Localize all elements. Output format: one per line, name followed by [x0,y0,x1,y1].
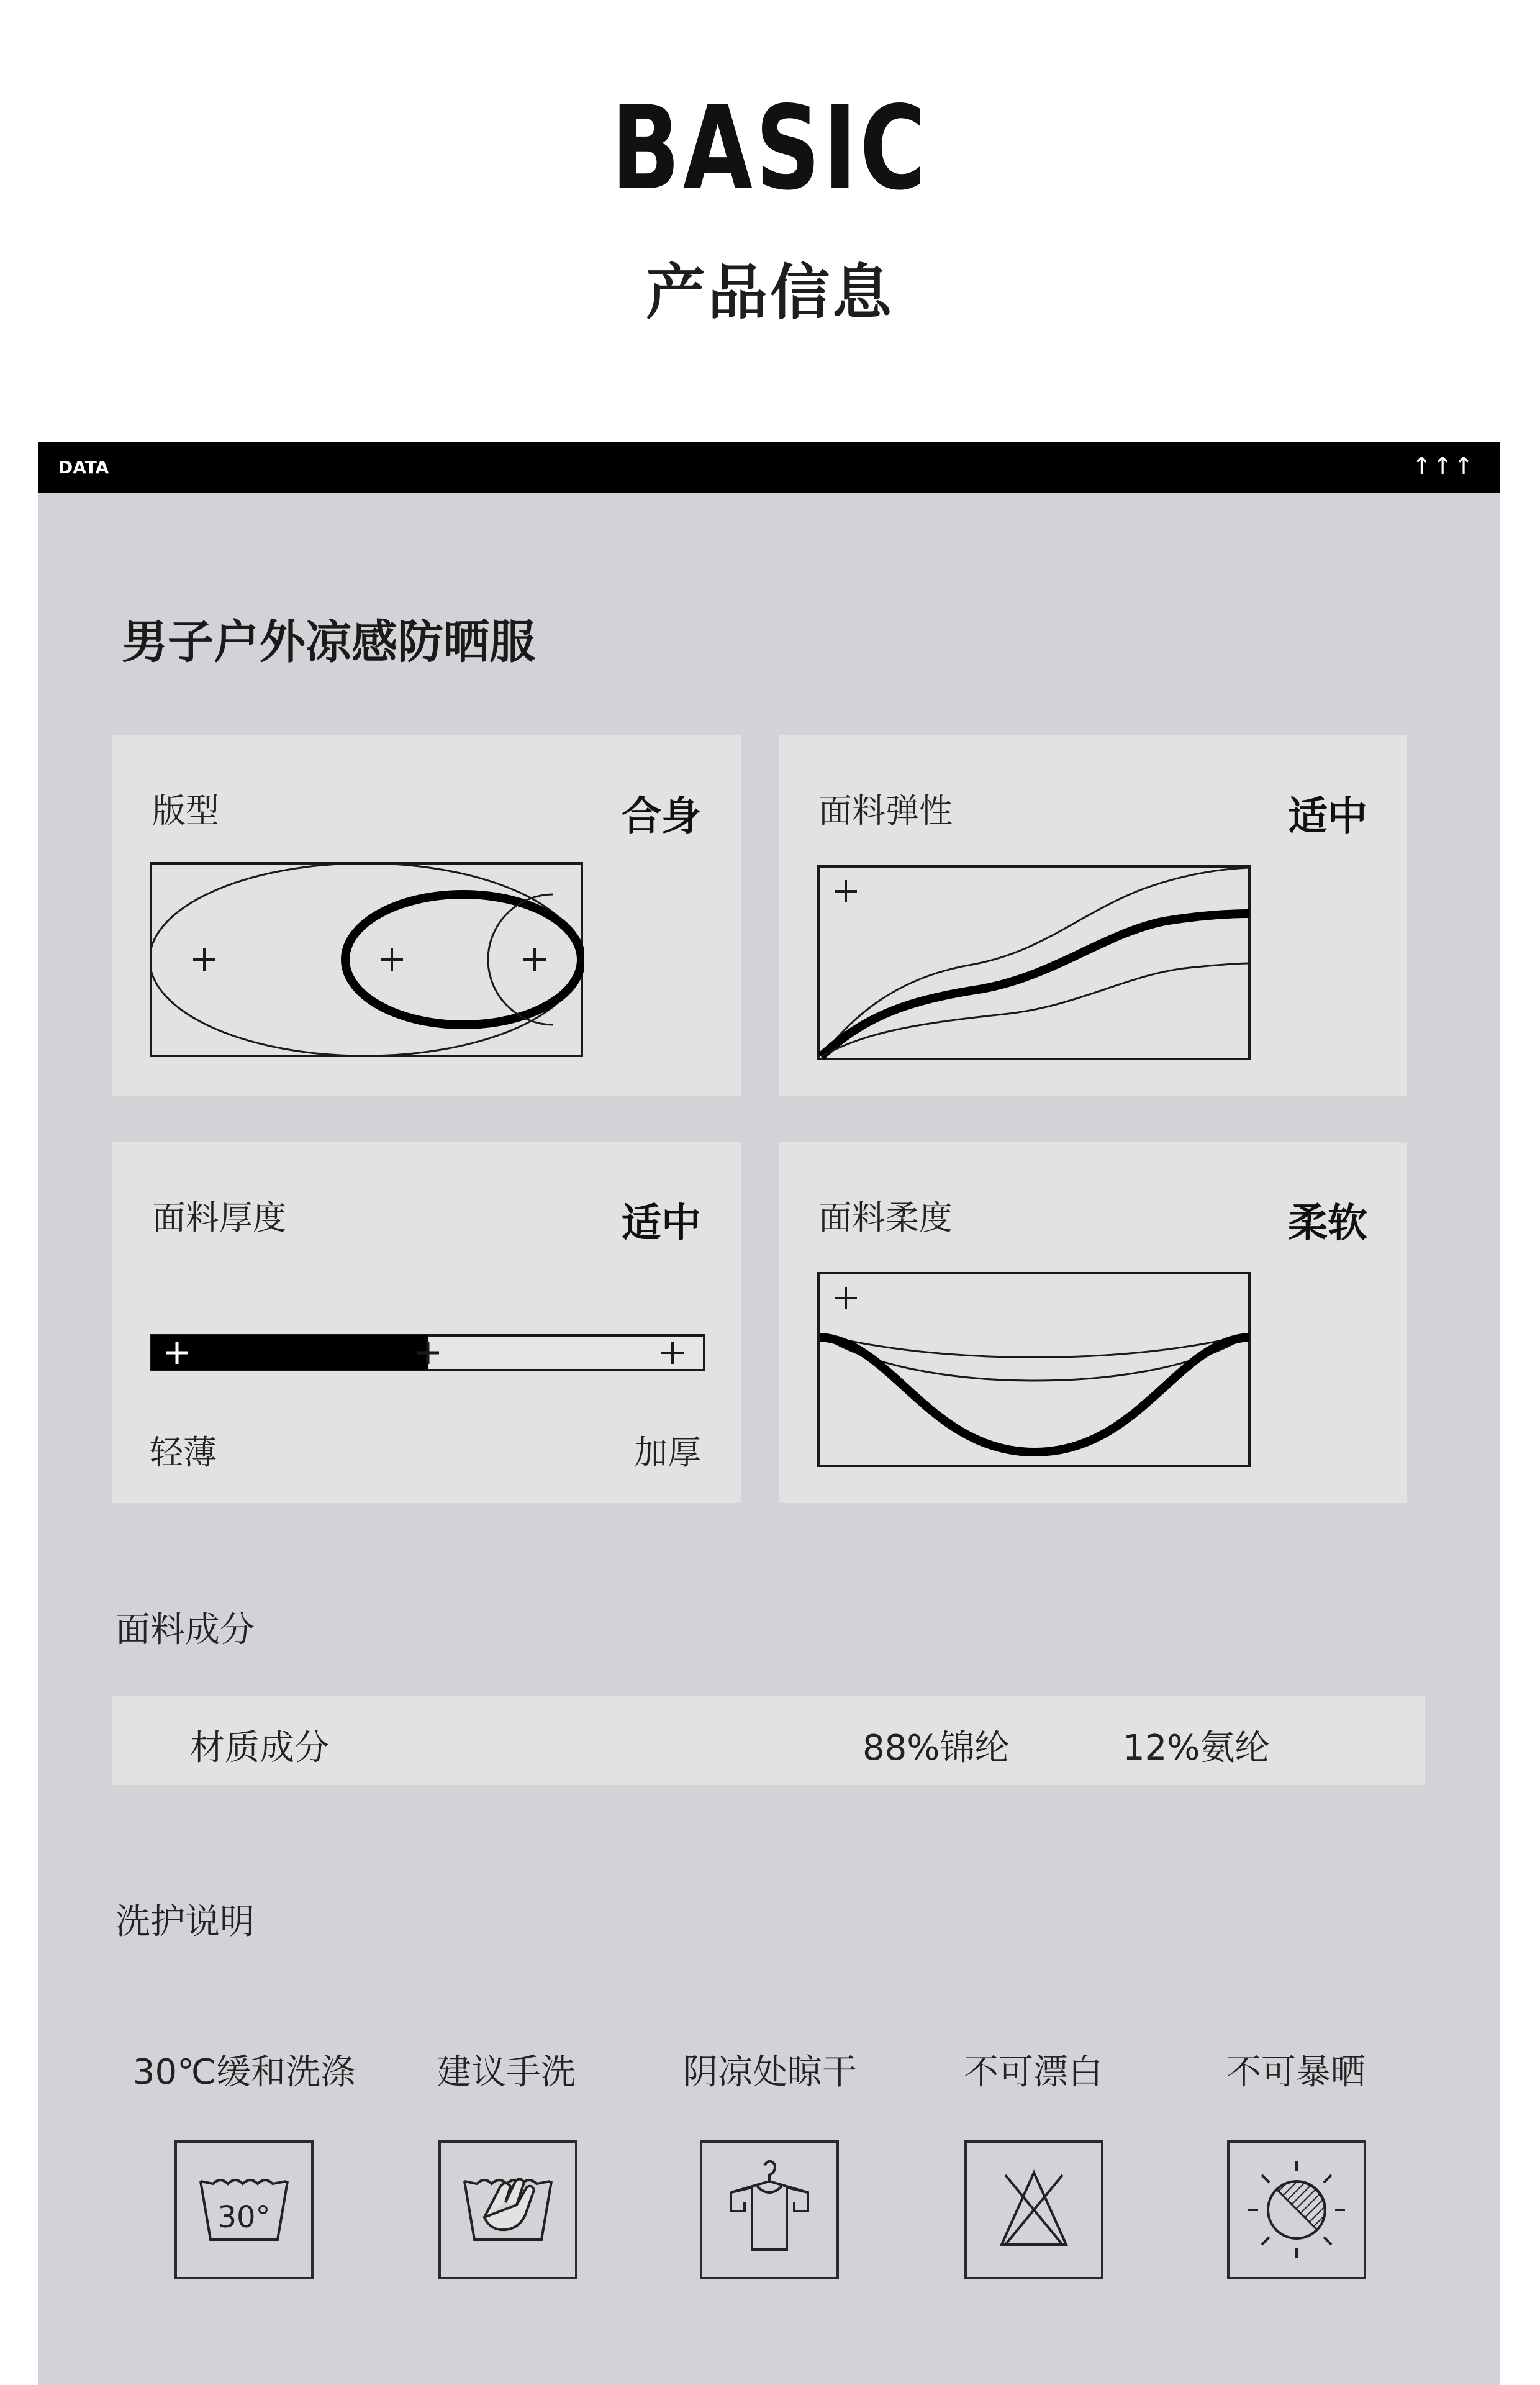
fit-value: 合身 [622,794,701,840]
fit-label: 版型 [152,791,219,830]
thickness-value: 适中 [622,1201,701,1247]
hang-dry-shade-icon [700,2140,839,2279]
wash-temp-text: 30° [217,2200,271,2235]
elasticity-label: 面料弹性 [818,791,953,830]
softness-card [779,1142,1407,1503]
no-sun-icon [1227,2140,1366,2279]
no-bleach-icon [964,2140,1103,2279]
composition-item: 88%锦纶 [863,1728,1010,1768]
product-name: 男子户外凉感防晒服 [122,616,535,669]
elasticity-curve-icon [817,865,1252,1061]
thickness-card [112,1142,741,1503]
care-label: 不可漂白 [964,2052,1103,2092]
wash-30-icon [174,2140,314,2279]
thickness-max-label: 加厚 [634,1433,701,1472]
composition-row [112,1696,1425,1785]
up-arrows-icon: ↑↑↑ [1411,452,1475,479]
fit-card [112,735,741,1096]
composition-label: 材质成分 [190,1728,329,1768]
data-label: DATA [58,457,109,478]
care-label: 30℃缓和洗涤 [132,2052,356,2092]
composition-item: 12%氨纶 [1123,1728,1270,1768]
thickness-min-label: 轻薄 [150,1433,217,1472]
care-section-title: 洗护说明 [116,1902,255,1942]
care-label: 阴凉处晾干 [683,2052,857,2092]
thickness-label: 面料厚度 [152,1198,286,1237]
hand-wash-icon [438,2140,578,2279]
softness-value: 柔软 [1288,1201,1367,1247]
care-label: 不可暴晒 [1226,2052,1366,2092]
care-label: 建议手洗 [437,2052,576,2092]
elasticity-card [779,735,1407,1096]
softness-curve-icon [817,1272,1252,1468]
softness-label: 面料柔度 [818,1198,953,1237]
thickness-slider [150,1334,705,1374]
composition-section-title: 面料成分 [116,1610,255,1650]
fit-diagram-icon [150,862,584,1058]
data-bar [38,442,1500,493]
page-subtitle: 产品信息 [646,258,894,327]
elasticity-value: 适中 [1288,794,1367,840]
page-title: BASIC [611,81,929,216]
